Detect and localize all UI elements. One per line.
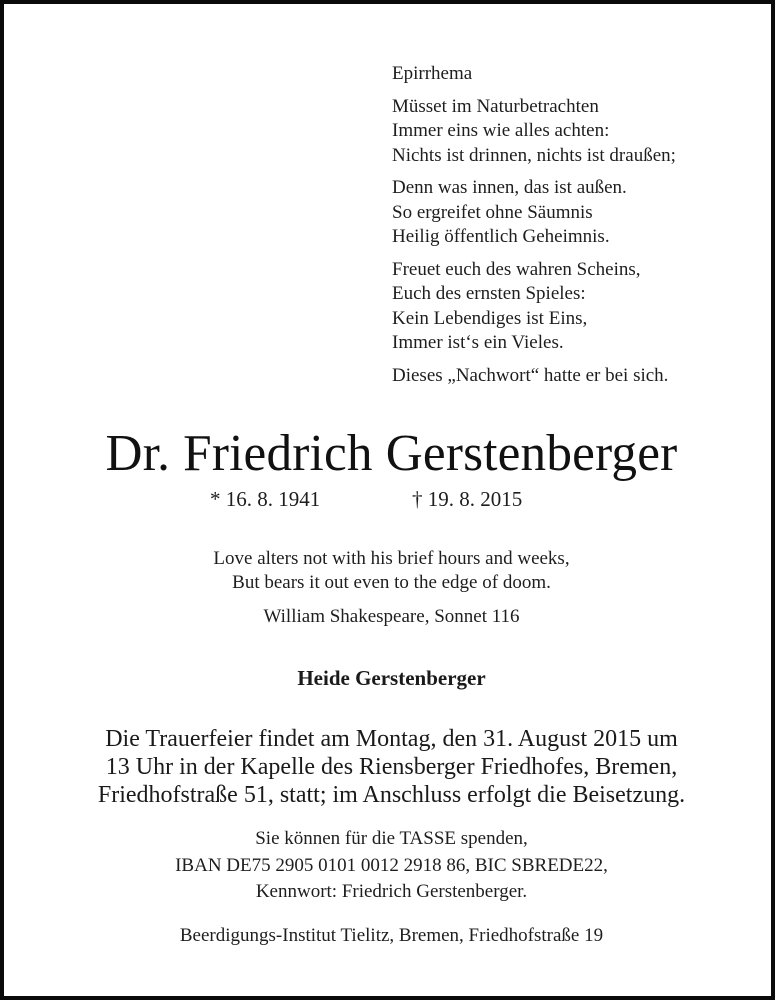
- poem-line: Nichts ist drinnen, nichts ist draußen;: [392, 144, 676, 166]
- poem-line: Immer ist‘s ein Vieles.: [392, 332, 564, 353]
- donation-info: [4, 826, 775, 906]
- quote-line: Love alters not with his brief hours and weeks,: [213, 548, 570, 569]
- poem-line: Kein Lebendiges ist Eins,: [392, 307, 588, 329]
- poem-note-stanza: [392, 364, 676, 389]
- poem-line: So ergreifet ohne Säumnis: [392, 201, 593, 223]
- poem-stanza-3: [392, 258, 676, 356]
- birth-date: * 16. 8. 1941: [210, 487, 321, 511]
- ceremony-info: [4, 725, 775, 809]
- donation-line: Sie können für die TASSE spenden,: [255, 828, 528, 849]
- ceremony-line: 13 Uhr in der Kapelle des Riensberger Friedhofes, Bremen,: [105, 754, 678, 780]
- poem-stanza-2: [392, 176, 676, 250]
- quote-attribution: William Shakespeare, Sonnet 116: [263, 606, 520, 627]
- death-date: † 19. 8. 2015: [412, 487, 523, 511]
- ceremony-line: Die Trauerfeier findet am Montag, den 31. August 2015 um: [105, 726, 678, 752]
- poem-title: Epirrhema: [392, 63, 473, 84]
- undertaker-info: Beerdigungs-Institut Tielitz, Bremen, Friedhofstraße 19: [179, 925, 604, 946]
- poem-title-stanza: [392, 62, 676, 87]
- quote-block: [4, 547, 775, 595]
- donation-iban-line: IBAN DE75 2905 0101 0012 2918 86, BIC SBREDE22,: [175, 854, 608, 876]
- poem-block: [392, 62, 676, 396]
- poem-line: Müsset im Naturbetrachten: [392, 95, 599, 117]
- poem-line: Heilig öffentlich Geheimnis.: [392, 226, 610, 247]
- poem-line: Denn was innen, das ist außen.: [392, 177, 627, 198]
- poem-line: Euch des ernsten Spieles:: [392, 283, 586, 304]
- quote-line: But bears it out even to the edge of doom.: [232, 572, 551, 593]
- ceremony-line: Friedhofstraße 51, statt; im Anschluss erfolgt die Beisetzung.: [97, 782, 686, 808]
- deceased-name: Dr. Friedrich Gerstenberger: [105, 425, 678, 482]
- poem-note: Dieses „Nachwort“ hatte er bei sich.: [392, 364, 669, 386]
- poem-line: Immer eins wie alles achten:: [392, 120, 610, 141]
- poem-stanza-1: [392, 95, 676, 169]
- poem-line: Freuet euch des wahren Scheins,: [392, 258, 641, 280]
- donation-line: Kennwort: Friedrich Gerstenberger.: [255, 881, 528, 902]
- mourner-name: Heide Gerstenberger: [297, 666, 486, 690]
